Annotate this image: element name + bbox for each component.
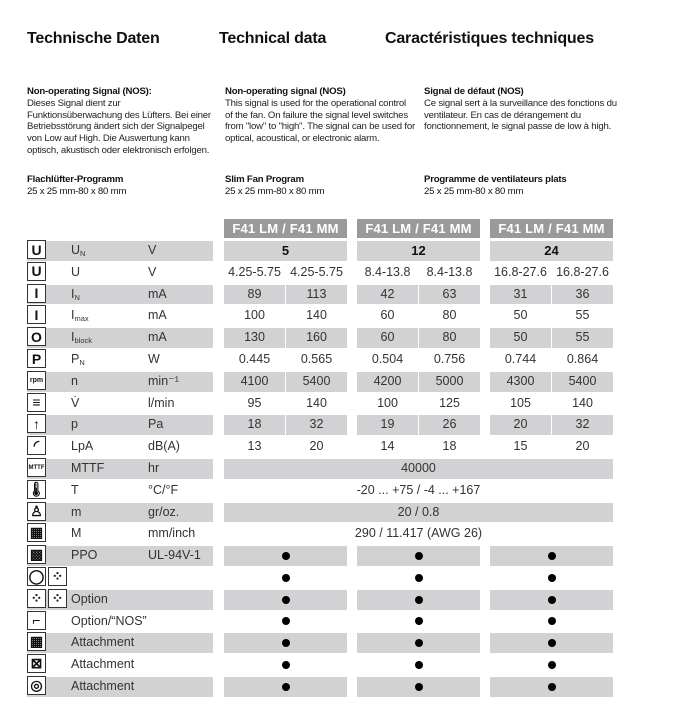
noise-icon: ◜: [27, 436, 46, 455]
program-en: [225, 174, 324, 197]
table-cell: 0.504: [371, 352, 404, 366]
row-label-background: [27, 437, 213, 457]
bullet-dot-icon: [415, 683, 423, 691]
heading-en: Technical data: [219, 30, 327, 47]
table-cell: 20: [309, 439, 324, 454]
table-cell: [224, 633, 347, 653]
table-cell: [490, 546, 613, 566]
row-label-background: [27, 285, 213, 305]
grid-guard-icon: ▦: [27, 632, 46, 651]
row-unit: mA: [148, 286, 167, 301]
table-cell: [490, 568, 613, 588]
table-cell: 5: [224, 241, 347, 261]
table-cell: 50: [513, 308, 528, 323]
table-row: [27, 240, 627, 262]
row-label-background: [27, 241, 213, 261]
nominal-current-icon: I: [27, 284, 46, 303]
row-symbol: U: [71, 264, 81, 279]
row-label-background: [27, 459, 213, 479]
airflow-icon: ≡: [27, 393, 46, 412]
row-unit: °C/°F: [148, 482, 179, 497]
power-icon: P: [27, 349, 46, 368]
bullet-dot-icon: [415, 661, 423, 669]
program-fr: [424, 174, 567, 197]
row-symbol: $I_{max}$: [71, 308, 89, 324]
program-fr-title: Programme de ventilateurs plats: [424, 174, 567, 185]
table-cell: 140: [306, 395, 327, 410]
table-cell: [357, 633, 480, 653]
table-cell: 32: [286, 415, 347, 435]
row-label-background: [27, 263, 213, 283]
row-symbol: Attachment: [71, 657, 135, 672]
row-label-background: [27, 372, 213, 392]
row-unit: gr/oz.: [148, 504, 180, 519]
table-cell: 36: [552, 285, 613, 305]
row-symbol: $I_N$: [71, 286, 80, 302]
row-unit: l/min: [148, 395, 175, 410]
table-cell: 55: [575, 308, 590, 323]
table-cell: 42: [357, 285, 418, 305]
table-cell: 0.864: [566, 352, 599, 366]
table-row: [27, 676, 627, 698]
heading-fr: Caractéristiques techniques: [385, 30, 594, 47]
table-cell: 100: [244, 308, 265, 323]
row-label-background: [27, 503, 213, 523]
table-row: [27, 371, 627, 393]
dots-circle-icon: ⁘: [27, 589, 46, 608]
table-cell: -20 ... +75 / -4 ... +167: [356, 482, 481, 497]
bullet-dot-icon: [282, 596, 290, 604]
table-row: [27, 523, 627, 545]
nominal-voltage-icon: U: [27, 240, 46, 259]
group-header-3: F41 LM / F41 MM: [490, 219, 613, 238]
table-cell: [224, 546, 347, 566]
table-cell: [490, 677, 613, 697]
ppo-material-icon: ▩: [27, 545, 46, 564]
table-cell: [490, 590, 613, 610]
bullet-dot-icon: [415, 617, 423, 625]
table-row: [27, 545, 627, 567]
table-cell: 125: [439, 395, 460, 410]
program-de-title: Flachlüfter-Programm: [27, 174, 124, 185]
bullet-dot-icon: [282, 661, 290, 669]
table-cell: 105: [510, 395, 531, 410]
dots-circle-icon: ⁘: [48, 567, 67, 586]
table-cell: 5000: [419, 372, 480, 392]
bullet-dot-icon: [282, 574, 290, 582]
table-cell: 5400: [552, 372, 613, 392]
table-cell: [224, 590, 347, 610]
program-de: [27, 174, 126, 197]
table-row: [27, 393, 627, 415]
table-cell: 63: [419, 285, 480, 305]
table-cell: 55: [552, 328, 613, 348]
table-cell: 26: [419, 415, 480, 435]
table-cell: 0.565: [300, 352, 333, 366]
row-unit: mm/inch: [148, 526, 196, 541]
table-cell: [490, 612, 613, 632]
ring-icon: ◯: [28, 568, 45, 584]
row-symbol: V̇: [71, 395, 80, 410]
table-cell: 160: [286, 328, 347, 348]
table-cell: 0.445: [238, 352, 271, 366]
table-row: [27, 305, 627, 327]
weight-icon: ♙: [27, 502, 46, 521]
table-cell: 50: [490, 328, 551, 348]
table-cell: [490, 655, 613, 675]
table-cell: 60: [380, 308, 395, 323]
row-symbol: Option: [71, 591, 108, 606]
table-cell: 8.4-13.8: [426, 264, 473, 279]
row-unit: min⁻¹: [148, 373, 179, 388]
row-symbol: Attachment: [71, 635, 135, 650]
row-symbol: Option/“NOS”: [71, 613, 147, 628]
row-label-background: [27, 415, 213, 435]
table-row: [27, 349, 627, 371]
row-symbol: M: [71, 526, 82, 541]
thermometer-icon: 🌡: [27, 480, 46, 497]
table-cell: 13: [247, 439, 262, 454]
row-symbol-subscript: N: [79, 358, 85, 367]
row-symbol: MTTF: [71, 461, 105, 475]
row-symbol: $I_{block}$: [71, 330, 92, 346]
group-header-1: F41 LM / F41 MM: [224, 219, 347, 238]
row-label-background: [27, 306, 213, 326]
table-row: [27, 611, 627, 633]
program-en-size: 25 x 25 mm-80 x 80 mm: [225, 185, 325, 197]
bullet-dot-icon: [548, 552, 556, 560]
intro-fr-title: Signal de défaut (NOS): [424, 86, 524, 97]
group-header-2: F41 LM / F41 MM: [357, 219, 480, 238]
row-symbol: PPO: [71, 548, 98, 563]
row-symbol: n: [71, 373, 78, 388]
table-cell: 18: [224, 415, 285, 435]
table-row: [27, 436, 627, 458]
table-cell: 14: [380, 439, 395, 454]
program-fr-size: 25 x 25 mm-80 x 80 mm: [424, 185, 524, 197]
row-unit: W: [148, 352, 160, 366]
nos-signal-icon: ⌐: [27, 611, 46, 630]
table-row: [27, 327, 627, 349]
table-cell: 140: [572, 395, 593, 410]
table-cell: 4300: [490, 372, 551, 392]
row-symbol: m: [71, 504, 82, 519]
intro-en-text: This signal is used for the operational control of the fan. On failure the signal level switches from "low" to "high". The signal can be used for optical, acoustical, or electronic alarm.: [225, 97, 415, 145]
cable-attachment-icon: ◎: [27, 676, 46, 695]
table-cell: 32: [552, 415, 613, 435]
table-cell: 89: [224, 285, 285, 305]
mttf-icon: MTTF: [27, 458, 46, 477]
table-row: [27, 632, 627, 654]
row-symbol: $U_N$: [71, 243, 86, 258]
row-label-background: [27, 350, 213, 370]
program-de-size: 25 x 25 mm-80 x 80 mm: [27, 185, 127, 197]
row-symbol: LpA: [71, 439, 94, 454]
table-cell: [224, 677, 347, 697]
bullet-dot-icon: [282, 617, 290, 625]
row-symbol: p: [71, 417, 78, 432]
row-symbol-subscript: block: [74, 336, 92, 346]
bullet-dot-icon: [548, 574, 556, 582]
intro-en-title: Non-operating signal (NOS): [225, 86, 346, 97]
table-cell: 20: [490, 415, 551, 435]
table-row: [27, 502, 627, 524]
intro-fr-text: Ce signal sert à la surveillance des fonctions du ventilateur. En cas de dérangement du fonctionnement, le signal passe de low à high.: [424, 97, 617, 133]
table-cell: [357, 546, 480, 566]
program-en-title: Slim Fan Program: [225, 174, 304, 185]
table-row: [27, 262, 627, 284]
block-current-icon: O: [27, 327, 46, 346]
table-cell: 16.8-27.6: [556, 264, 609, 279]
table-cell: 100: [377, 395, 398, 410]
table-cell: 20: [575, 439, 590, 454]
table-row: [27, 589, 627, 611]
table-cell: [224, 655, 347, 675]
intro-de: [27, 86, 217, 157]
table-cell: 40000: [224, 459, 613, 479]
row-symbol: Attachment: [71, 679, 135, 693]
table-cell: [224, 568, 347, 588]
bullet-dot-icon: [282, 683, 290, 691]
finger-guard-icon: ⊠: [27, 654, 46, 673]
intro-fr: [424, 86, 624, 133]
bullet-dot-icon: [282, 639, 290, 647]
table-cell: 24: [490, 241, 613, 261]
pressure-icon: ↑: [27, 414, 46, 433]
heading-de: Technische Daten: [27, 30, 160, 47]
table-cell: [357, 677, 480, 697]
table-cell: [357, 655, 480, 675]
bullet-dot-icon: [548, 661, 556, 669]
row-label-background: [27, 481, 213, 501]
table-cell: 4.25-5.75: [228, 264, 281, 279]
table-cell: 80: [419, 328, 480, 348]
table-cell: 140: [306, 308, 327, 323]
bullet-dot-icon: [548, 683, 556, 691]
row-unit: V: [148, 264, 157, 279]
bullet-dot-icon: [548, 639, 556, 647]
row-symbol: T: [71, 482, 79, 497]
row-unit: hr: [148, 461, 160, 475]
table-cell: 4100: [224, 372, 285, 392]
table-cell: 18: [442, 439, 457, 454]
cable-length-icon: ▦: [27, 523, 46, 542]
table-row: [27, 414, 627, 436]
bullet-dot-icon: [282, 552, 290, 560]
table-cell: 19: [357, 415, 418, 435]
table-cell: [357, 568, 480, 588]
bullet-dot-icon: [415, 574, 423, 582]
row-label-background: [27, 328, 213, 348]
table-cell: 15: [513, 439, 528, 454]
voltage-range-icon: U: [27, 262, 46, 281]
row-symbol: $P_N$: [71, 352, 85, 367]
table-cell: 5400: [286, 372, 347, 392]
row-label-background: [27, 394, 213, 414]
table-row: [27, 458, 627, 480]
intro-de-title: Non-operating Signal (NOS):: [27, 86, 152, 97]
row-unit: V: [148, 243, 157, 257]
table-cell: 113: [286, 285, 347, 305]
intro-en: [225, 86, 415, 145]
row-unit: Pa: [148, 417, 164, 432]
rpm-icon: rpm: [27, 371, 46, 390]
table-cell: [357, 612, 480, 632]
max-current-icon: I: [27, 305, 46, 324]
bullet-dot-icon: [415, 639, 423, 647]
table-cell: 16.8-27.6: [494, 264, 547, 279]
table-cell: 290 / 11.417 (AWG 26): [354, 526, 483, 541]
table-cell: 60: [357, 328, 418, 348]
row-symbol-subscript: N: [74, 292, 80, 302]
table-row: [27, 284, 627, 306]
row-symbol-subscript: max: [74, 314, 89, 324]
table-cell: 12: [357, 241, 480, 261]
dots-circle-icon: ⁘: [48, 589, 67, 608]
row-unit: mA: [148, 308, 167, 323]
bullet-dot-icon: [548, 596, 556, 604]
table-cell: [490, 633, 613, 653]
table-row: [27, 567, 627, 589]
table-cell: 20 / 0.8: [224, 503, 613, 523]
bullet-dot-icon: [415, 552, 423, 560]
row-symbol-subscript: N: [80, 249, 86, 258]
bullet-dot-icon: [415, 596, 423, 604]
intro-de-text: Dieses Signal dient zur Funktionsüberwachung des Lüfters. Bei einer Betriebsstörung ändert sich der Signalpegel von Low auf High. Die Auswertung kann optisch, akustisch oder elektronisch erfolgen.: [27, 97, 211, 156]
table-cell: 8.4-13.8: [364, 264, 411, 279]
table-cell: 4200: [357, 372, 418, 392]
table-cell: 31: [490, 285, 551, 305]
table-row: [27, 654, 627, 676]
table-cell: 4.25-5.75: [290, 264, 343, 279]
table-cell: 80: [442, 308, 457, 323]
row-unit: mA: [148, 330, 167, 345]
row-unit: UL-94V-1: [148, 548, 201, 563]
row-unit: dB(A): [148, 439, 180, 454]
table-cell: [224, 612, 347, 632]
table-row: [27, 480, 627, 502]
table-cell: [357, 590, 480, 610]
table-cell: 130: [224, 328, 285, 348]
table-cell: 95: [247, 395, 262, 410]
bullet-dot-icon: [548, 617, 556, 625]
table-cell: 0.744: [504, 352, 537, 366]
table-cell: 0.756: [433, 352, 466, 366]
